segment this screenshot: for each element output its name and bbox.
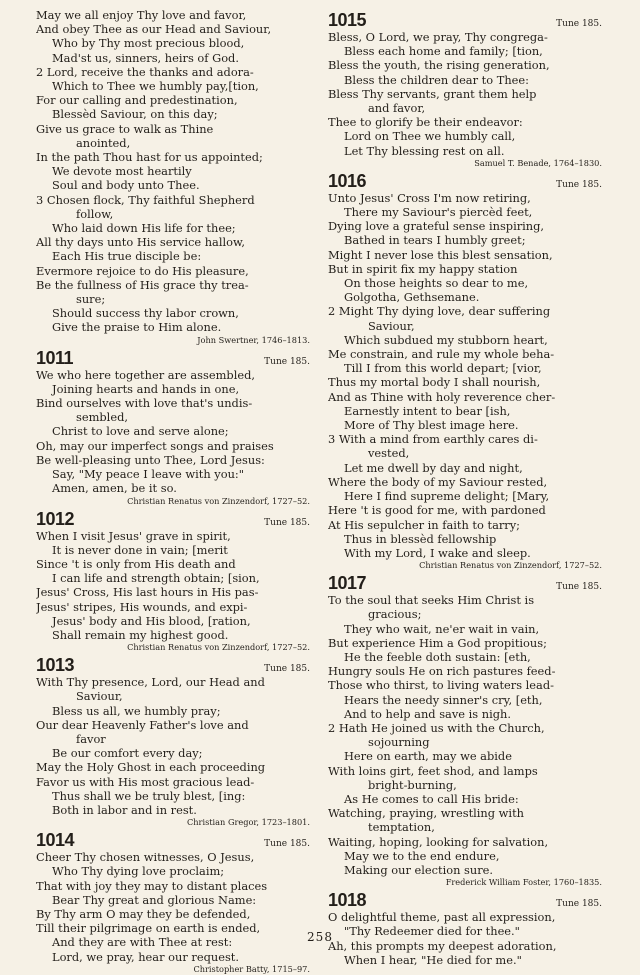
verse-line: And obey Thee as our Head and Saviour,: [36, 22, 272, 37]
verse-line: Be our comfort every day;: [52, 746, 203, 761]
verse-line: With loins girt, feet shod, and lamps: [328, 763, 538, 778]
right-column: [328, 8, 608, 967]
verse-line: Our dear Heavenly Father's love and: [36, 717, 249, 732]
tune-label: Tune 185.: [264, 517, 310, 528]
tune-label: Tune 185.: [264, 664, 310, 675]
verse-line: temptation,: [368, 820, 435, 835]
hymn-header: [36, 346, 316, 368]
author-credit: John Swertner, 1746–1813.: [197, 334, 310, 345]
verse-line: Who laid down His life for thee;: [52, 221, 236, 236]
verse-line: Blessèd Saviour, on this day;: [52, 107, 218, 122]
verse-line: Hungry souls He on rich pastures feed-: [328, 664, 556, 679]
verse-line: Bless each home and family; [tion,: [344, 44, 543, 59]
verse-line: and favor,: [368, 101, 426, 116]
left-column: [36, 8, 316, 975]
hymn-number: 1017: [328, 573, 367, 594]
hymn-header: [328, 8, 608, 30]
verse-line: Who Thy dying love proclaim;: [52, 864, 225, 879]
verse-line: Who by Thy most precious blood,: [52, 36, 245, 51]
verse-line: Might I never lose this blest sensation,: [328, 247, 553, 262]
hymn-1015: [328, 8, 608, 169]
verse-line: Both in labor and in rest.: [52, 802, 197, 817]
hymn-1011: [36, 346, 316, 507]
verse-line: Evermore rejoice to do His pleasure,: [36, 263, 249, 278]
author-credit: Samuel T. Benade, 1764–1830.: [474, 157, 602, 168]
verse-line: It is never done in vain; [merit: [52, 542, 228, 557]
tune-label: Tune 185.: [556, 582, 602, 593]
verse-line: Bind ourselves with love that's undis-: [36, 396, 253, 411]
verse-line: With my Lord, I wake and sleep.: [344, 545, 531, 560]
verse-line: Which to Thee we humbly pay,[tion,: [52, 79, 259, 94]
verse-line: Should success thy labor crown,: [52, 306, 239, 321]
hymn-1018: [328, 888, 608, 967]
verse-line: I can life and strength obtain; [sion,: [52, 571, 260, 586]
verse-line: He the feeble doth sustain: [eth,: [344, 649, 531, 664]
hymn-number: 1015: [328, 10, 367, 30]
hymn-header: [36, 507, 316, 529]
verse-line: Bless the children dear to Thee:: [344, 72, 529, 87]
verse-line: By Thy arm O may they be defended,: [36, 906, 251, 921]
verse-line: As He comes to call His bride:: [344, 791, 519, 806]
verse-line: There my Saviour's piercèd feet,: [344, 205, 533, 220]
verse-line: Let me dwell by day and night,: [344, 460, 523, 475]
hymn-1017: [328, 571, 608, 888]
verse-line: Joining hearts and hands in one,: [52, 381, 240, 396]
hymn-number: 1014: [36, 830, 75, 851]
verse-line: 3 Chosen flock, Thy faithful Shepherd: [36, 192, 255, 207]
verse-line: Here on earth, may we abide: [344, 749, 512, 764]
hymn-header: [36, 653, 316, 675]
verse-line: Here I find supreme delight; [Mary,: [344, 489, 550, 504]
verse-line: Oh, may our imperfect songs and praises: [36, 438, 274, 453]
verse-line: At His sepulcher in faith to tarry;: [328, 517, 521, 532]
verse-line: We who here together are assembled,: [36, 367, 255, 382]
verse-line: 2 Might Thy dying love, dear suffering: [328, 304, 551, 319]
verse-line: Thee to glorify be their endeavor:: [328, 115, 523, 130]
verse-line: Let Thy blessing rest on all.: [344, 143, 505, 158]
hymn-header: [328, 571, 608, 593]
hymn-1012: [36, 507, 316, 654]
hymn-header: [328, 888, 608, 910]
verse-line: Till their pilgrimage on earth is ended,: [36, 921, 261, 936]
verse-line: Be well-pleasing unto Thee, Lord Jesus:: [36, 452, 265, 467]
verse-line: Mad'st us, sinners, heirs of God.: [52, 50, 239, 65]
verse-line: Cheer Thy chosen witnesses, O Jesus,: [36, 850, 255, 865]
author-credit: Christian Renatus von Zinzendorf, 1727–52.: [127, 495, 310, 506]
verse-line: Those who thirst, to living waters lead-: [328, 678, 554, 693]
verse-line: 2 Lord, receive the thanks and adora-: [36, 64, 254, 79]
verse-line: Soul and body unto Thee.: [52, 178, 200, 193]
verse-line: Jesus' body and His blood, [ration,: [52, 613, 251, 628]
verse-line: sure;: [76, 292, 106, 307]
tune-label: Tune 185.: [556, 19, 602, 29]
verse-line: vested,: [368, 446, 410, 461]
verse-line: "Thy Redeemer died for thee.": [344, 924, 520, 939]
hymn-1013: [36, 653, 316, 828]
verse-line: Hears the needy sinner's cry, [eth,: [344, 692, 543, 707]
verse-line: To the soul that seeks Him Christ is: [328, 593, 535, 608]
author-credit: Christian Renatus von Zinzendorf, 1727–52.: [127, 642, 310, 653]
verse-line: Earnestly intent to bear [ish,: [344, 403, 511, 418]
verse-line: Thus my mortal body I shall nourish,: [328, 375, 541, 390]
verse-line: But experience Him a God propitious;: [328, 635, 547, 650]
verse-line: But in spirit fix my happy station: [328, 261, 518, 276]
verse-line: O delightful theme, past all expression,: [328, 910, 556, 925]
hymn-number: 1018: [328, 890, 367, 911]
verse-line: Christ to love and serve alone;: [52, 424, 229, 439]
verse-line: Bless, O Lord, we pray, Thy congrega-: [328, 30, 548, 44]
verse-line: Jesus' Cross, His last hours in His pas-: [36, 585, 259, 600]
hymn-number: 1016: [328, 170, 367, 191]
verse-line: favor: [76, 731, 106, 746]
verse-line: And to help and save is nigh.: [344, 706, 511, 721]
hymn-1014: [36, 828, 316, 975]
verse-line: With Thy presence, Lord, our Head and: [36, 675, 265, 690]
hymn-number: 1013: [36, 655, 75, 676]
verse-line: Bathed in tears I humbly greet;: [344, 233, 526, 248]
verse-line: Bless the youth, the rising generation,: [328, 58, 550, 73]
verse-line: sembled,: [76, 410, 128, 425]
verse-line: Be the fullness of His grace thy trea-: [36, 277, 249, 292]
hymn-1016: [328, 169, 608, 571]
tune-label: Tune 185.: [556, 899, 602, 910]
verse-line: May the Holy Ghost in each proceeding: [36, 760, 266, 775]
verse-line: They who wait, ne'er wait in vain,: [344, 621, 540, 636]
verse-line: Which subdued my stubborn heart,: [344, 332, 548, 347]
verse-line: 3 With a mind from earthly cares di-: [328, 432, 538, 447]
verse-line: Amen, amen, be it so.: [52, 481, 177, 496]
verse-line: Jesus' stripes, His wounds, and expi-: [36, 599, 248, 614]
verse-line: When I hear, "He died for me.": [344, 952, 522, 967]
verse-line: On those heights so dear to me,: [344, 276, 529, 291]
verse-line: Golgotha, Gethsemane.: [344, 290, 480, 305]
verse-line: Give the praise to Him alone.: [52, 320, 222, 335]
verse-line: Favor us with His most gracious lead-: [36, 774, 255, 789]
verse-line: Unto Jesus' Cross I'm now retiring,: [328, 190, 531, 205]
verse-line: Dying love a grateful sense inspiring,: [328, 219, 545, 234]
hymn-header: [36, 828, 316, 850]
verse-line: May we to the end endure,: [344, 848, 500, 863]
verse-line: Give us grace to walk as Thine: [36, 121, 214, 136]
verse-line: Here 't is good for me, with pardoned: [328, 503, 546, 518]
verse-line: sojourning: [368, 735, 430, 750]
author-credit: Christian Renatus von Zinzendorf, 1727–52.: [419, 560, 602, 571]
verse-line: Thus in blessèd fellowship: [344, 531, 497, 546]
verse-line: Me constrain, and rule my whole beha-: [328, 347, 555, 362]
verse-line: For our calling and predestination,: [36, 93, 238, 108]
verse-line: bright-burning,: [368, 777, 457, 792]
verse-line: In the path Thou hast for us appointed;: [36, 150, 263, 165]
verse-line: Making our election sure.: [344, 862, 494, 877]
hymn-number: 1012: [36, 508, 75, 529]
verse-line: That with joy they may to distant places: [36, 878, 268, 893]
author-credit: Christian Gregor, 1723–1801.: [187, 817, 310, 828]
verse-line: When I visit Jesus' grave in spirit,: [36, 528, 231, 543]
verse-line: gracious;: [368, 607, 422, 622]
tune-label: Tune 185.: [556, 179, 602, 190]
verse-line: Shall remain my highest good.: [52, 627, 229, 642]
verse-line: Lord, we pray, hear our request.: [52, 949, 239, 964]
author-credit: Christopher Batty, 1715–97.: [193, 963, 310, 974]
verse-line: Saviour,: [368, 318, 415, 333]
verse-line: Bear Thy great and glorious Name:: [52, 892, 257, 907]
verse-line: Saviour,: [76, 689, 123, 704]
verse-line: Ah, this prompts my deepest adoration,: [328, 938, 557, 953]
tune-label: Tune 185.: [264, 356, 310, 367]
verse-line: Bless us all, we humbly pray;: [52, 703, 221, 718]
verse-line: anointed,: [76, 135, 131, 150]
verse-line: Say, "My peace I leave with you:": [52, 467, 245, 482]
verse-line: follow,: [76, 206, 114, 221]
verse-line: Thus shall we be truly blest, [ing:: [52, 788, 246, 803]
author-credit: Frederick William Foster, 1760–1835.: [445, 877, 602, 888]
verse-line: Watching, praying, wrestling with: [328, 806, 524, 821]
verse-line: And as Thine with holy reverence cher-: [328, 389, 556, 404]
verse-line: Each His true disciple be:: [52, 249, 202, 264]
hymn-continued: [36, 8, 316, 346]
verse-line: More of Thy blest image here.: [344, 418, 519, 433]
page-number: 258: [307, 930, 333, 944]
verse-line: And they are with Thee at rest:: [52, 935, 233, 950]
hymn-number: 1011: [36, 347, 74, 368]
verse-line: Till I from this world depart; [vior,: [344, 361, 542, 376]
verse-line: Waiting, hoping, looking for salvation,: [328, 834, 549, 849]
verse-line: Bless Thy servants, grant them help: [328, 86, 537, 101]
verse-line: We devote most heartily: [52, 164, 192, 179]
verse-line: May we all enjoy Thy love and favor,: [36, 8, 247, 22]
verse-line: All thy days unto His service hallow,: [36, 235, 245, 250]
verse-line: Since 't is only from His death and: [36, 556, 236, 571]
verse-line: 2 Hath He joined us with the Church,: [328, 720, 545, 735]
verse-line: Lord on Thee we humbly call,: [344, 129, 516, 144]
verse-line: Where the body of my Saviour rested,: [328, 474, 548, 489]
hymn-header: [328, 169, 608, 191]
tune-label: Tune 185.: [264, 839, 310, 850]
